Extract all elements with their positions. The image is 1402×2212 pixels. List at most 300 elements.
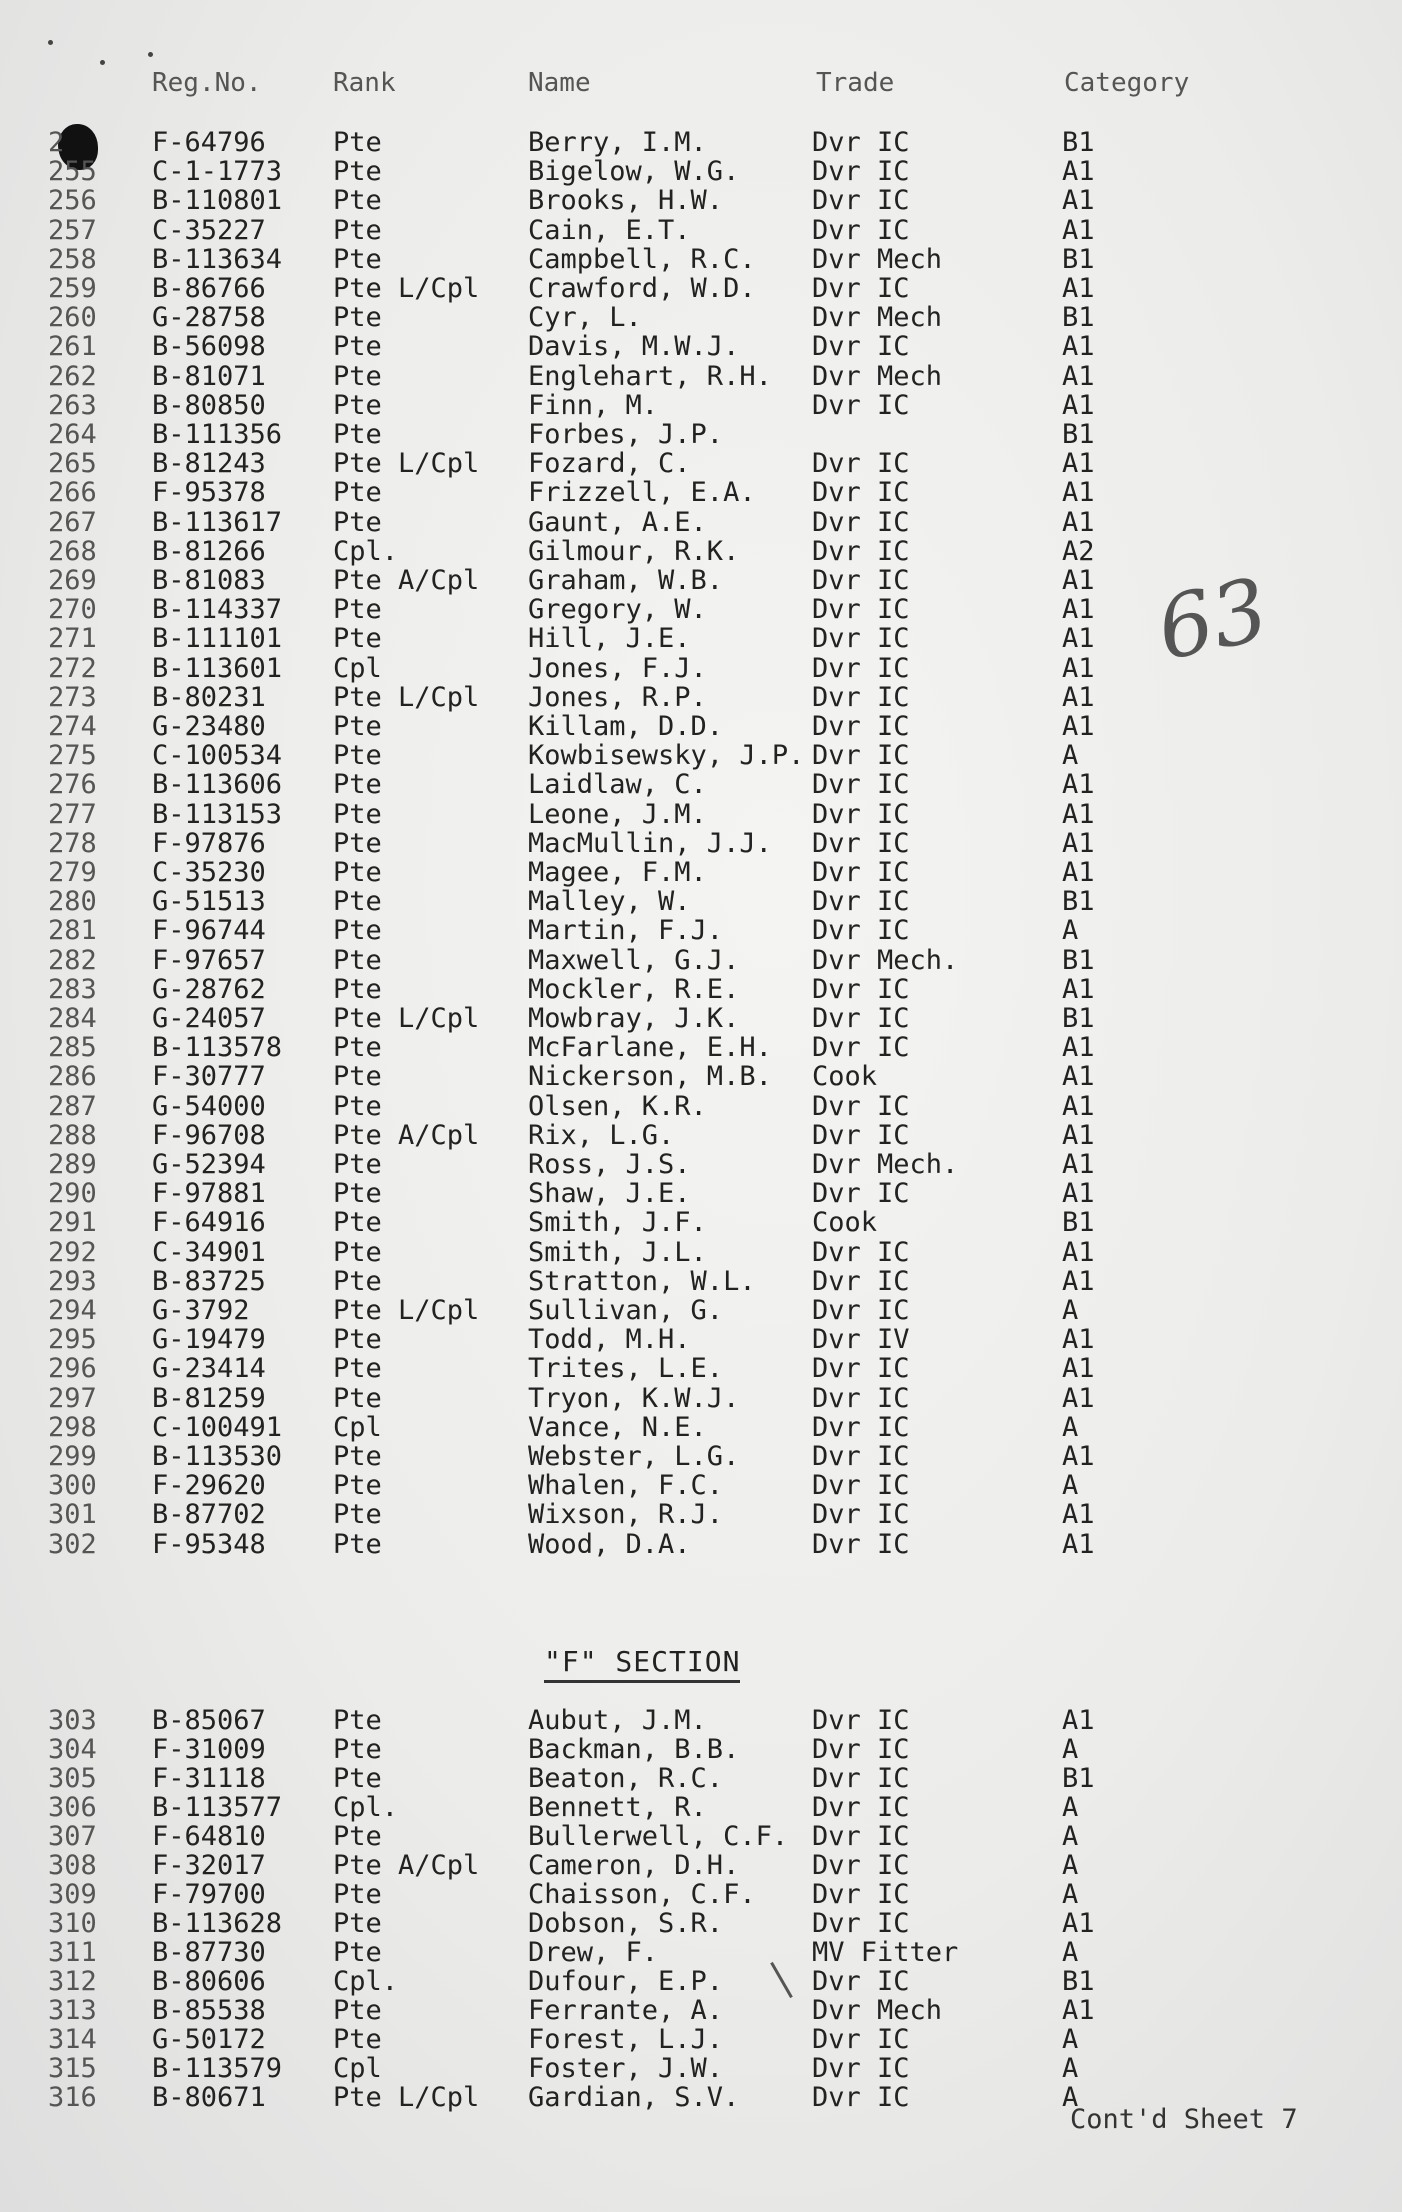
category: A1 [1062, 331, 1095, 363]
category: B1 [1062, 1207, 1095, 1239]
rank: Pte [333, 1149, 382, 1180]
trade: Cook [812, 1061, 878, 1093]
reg-number: C-35227 [152, 214, 266, 246]
soldier-name: Gaunt, A.E. [528, 506, 707, 538]
table-row [0, 274, 1402, 303]
reg-number: F-97881 [152, 1178, 266, 1210]
trade: Dvr IC [812, 886, 910, 918]
soldier-name: Brooks, H.W. [528, 185, 724, 217]
trade: Dvr IC [812, 1499, 910, 1531]
soldier-name: Killam, D.D. [528, 711, 724, 742]
row-number: 269 [48, 565, 97, 596]
category: B1 [1062, 419, 1095, 450]
category: A1 [1062, 360, 1095, 392]
reg-number: F-64916 [152, 1207, 266, 1239]
rank: Pte L/Cpl [333, 2082, 480, 2113]
rank: Cpl [333, 1411, 382, 1443]
trade: Dvr IC [812, 1265, 910, 1297]
row-number: 260 [48, 302, 97, 334]
row-number: 292 [48, 1236, 97, 1268]
trade: Dvr IC [812, 506, 910, 538]
rank: Pte [333, 419, 382, 450]
trade: Dvr IC [812, 681, 910, 713]
header-category: Category [1064, 68, 1190, 98]
row-number: 313 [48, 1995, 97, 2026]
row-number: 262 [48, 360, 97, 392]
soldier-name: Magee, F.M. [528, 857, 707, 888]
reg-number: C-100491 [152, 1411, 283, 1443]
table-row [0, 1384, 1402, 1413]
rank: Pte [333, 1499, 382, 1531]
row-number: 288 [48, 1119, 97, 1151]
trade: Dvr IC [812, 1032, 910, 1064]
category: A1 [1062, 1061, 1095, 1093]
reg-number: G-23480 [152, 711, 266, 742]
row-number: 258 [48, 243, 97, 275]
table-row [0, 741, 1402, 770]
reg-number: G-28762 [152, 973, 266, 1005]
row-number: 316 [48, 2082, 97, 2113]
category: A [1062, 1792, 1079, 1823]
soldier-name: Cain, E.T. [528, 214, 691, 246]
table-row [0, 829, 1402, 858]
reg-number: B-113579 [152, 2053, 283, 2084]
row-number: 286 [48, 1061, 97, 1093]
category: A1 [1062, 185, 1095, 217]
category: A1 [1062, 827, 1095, 859]
row-number: 308 [48, 1850, 97, 1881]
table-row [0, 186, 1402, 215]
reg-number: C-35230 [152, 857, 266, 888]
row-number: 304 [48, 1734, 97, 1765]
soldier-name: Fozard, C. [528, 448, 691, 480]
table-row [0, 1033, 1402, 1062]
category: A1 [1062, 506, 1095, 538]
soldier-name: Shaw, J.E. [528, 1178, 691, 1210]
table-row [0, 1530, 1402, 1559]
rank: Pte [333, 1236, 382, 1268]
table-row [0, 1822, 1402, 1851]
rank: Pte [333, 623, 382, 655]
reg-number: G-23414 [152, 1353, 266, 1385]
table-row [0, 1967, 1402, 1996]
header-reg-no: Reg.No. [152, 68, 262, 98]
trade: Dvr IC [812, 2082, 910, 2113]
reg-number: B-113577 [152, 1792, 283, 1823]
category: A [1062, 1295, 1079, 1326]
category: A1 [1062, 1528, 1095, 1560]
row-number: 290 [48, 1178, 97, 1210]
trade: Dvr IC [812, 1966, 910, 1997]
soldier-name: Webster, L.G. [528, 1441, 740, 1472]
soldier-name: McFarlane, E.H. [528, 1032, 772, 1064]
category: B1 [1062, 1763, 1095, 1794]
soldier-name: Berry, I.M. [528, 127, 707, 158]
row-number: 287 [48, 1090, 97, 1122]
table-row [0, 1267, 1402, 1296]
table-row [0, 1092, 1402, 1121]
rank: Pte [333, 1324, 382, 1356]
rank: Pte [333, 1821, 382, 1852]
reg-number: F-31009 [152, 1734, 266, 1765]
row-number: 310 [48, 1908, 97, 1939]
soldier-name: Backman, B.B. [528, 1734, 740, 1765]
reg-number: B-113617 [152, 506, 283, 538]
reg-number: F-64810 [152, 1821, 266, 1852]
category: A1 [1062, 1265, 1095, 1297]
reg-number: B-83725 [152, 1265, 266, 1297]
category: A [1062, 1937, 1079, 1968]
rank: Pte [333, 740, 382, 772]
rank: Pte [333, 243, 382, 275]
table-row [0, 916, 1402, 945]
reg-number: F-95378 [152, 477, 266, 509]
category: B1 [1062, 944, 1095, 976]
table-row [0, 1706, 1402, 1735]
reg-number: G-24057 [152, 1003, 266, 1034]
soldier-name: Maxwell, G.J. [528, 944, 740, 976]
row-number: 311 [48, 1937, 97, 1968]
table-row [0, 946, 1402, 975]
row-number: 273 [48, 681, 97, 713]
reg-number: G-3792 [152, 1295, 250, 1326]
table-row [0, 508, 1402, 537]
soldier-name: Hill, J.E. [528, 623, 691, 655]
reg-number: B-113634 [152, 243, 283, 275]
row-number: 305 [48, 1763, 97, 1794]
trade: Dvr IC [812, 1763, 910, 1794]
reg-number: B-81071 [152, 360, 266, 392]
reg-number: F-97657 [152, 944, 266, 976]
category: B1 [1062, 1966, 1095, 1997]
rank: Cpl. [333, 1792, 399, 1823]
row-number: 267 [48, 506, 97, 538]
rank: Pte L/Cpl [333, 681, 480, 713]
soldier-name: Wood, D.A. [528, 1528, 691, 1560]
rank: Cpl. [333, 1966, 399, 1997]
rank: Pte [333, 769, 382, 801]
trade: Dvr Mech [812, 360, 943, 392]
trade: Dvr IC [812, 827, 910, 859]
trade: Dvr IC [812, 477, 910, 509]
soldier-name: Whalen, F.C. [528, 1470, 724, 1502]
rank: Pte [333, 1090, 382, 1122]
soldier-name: Jones, F.J. [528, 652, 707, 684]
table-row [0, 157, 1402, 186]
table-row [0, 1413, 1402, 1442]
trade: Dvr IC [812, 711, 910, 742]
trade: Dvr IC [812, 185, 910, 217]
table-row [0, 975, 1402, 1004]
soldier-name: Beaton, R.C. [528, 1763, 724, 1794]
trade: Dvr IC [812, 769, 910, 801]
trade: Dvr IC [812, 565, 910, 596]
table-row [0, 1735, 1402, 1764]
row-number: 301 [48, 1499, 97, 1531]
rank: Pte [333, 944, 382, 976]
reg-number: B-113628 [152, 1908, 283, 1939]
soldier-name: Frizzell, E.A. [528, 477, 756, 509]
rank: Pte [333, 302, 382, 334]
table-row [0, 1208, 1402, 1237]
row-number: 297 [48, 1382, 97, 1414]
category: A1 [1062, 1705, 1095, 1736]
category: A1 [1062, 1353, 1095, 1385]
soldier-name: Stratton, W.L. [528, 1265, 756, 1297]
reg-number: B-80231 [152, 681, 266, 713]
trade: Dvr IC [812, 1295, 910, 1326]
row-number: 278 [48, 827, 97, 859]
category: A [1062, 1470, 1079, 1502]
rank: Pte [333, 1995, 382, 2026]
section-f-title: "F" SECTION [544, 1645, 740, 1683]
reg-number: B-80606 [152, 1966, 266, 1997]
rank: Pte [333, 1470, 382, 1502]
continued-note: Cont'd Sheet 7 [1070, 2104, 1298, 2135]
soldier-name: Ross, J.S. [528, 1149, 691, 1180]
trade: Dvr IC [812, 2024, 910, 2055]
reg-number: B-110801 [152, 185, 283, 217]
soldier-name: Todd, M.H. [528, 1324, 691, 1356]
row-number: 280 [48, 886, 97, 918]
soldier-name: Finn, M. [528, 389, 659, 421]
rank: Pte [333, 331, 382, 363]
table-row [0, 770, 1402, 799]
row-number: 307 [48, 1821, 97, 1852]
reg-number: B-113606 [152, 769, 283, 801]
row-number: 270 [48, 594, 97, 626]
table-row [0, 128, 1402, 157]
soldier-name: Gardian, S.V. [528, 2082, 740, 2113]
header-trade: Trade [816, 68, 895, 98]
soldier-name: Martin, F.J. [528, 915, 724, 947]
reg-number: G-28758 [152, 302, 266, 334]
soldier-name: Gregory, W. [528, 594, 707, 626]
trade: Dvr IC [812, 2053, 910, 2084]
soldier-name: Davis, M.W.J. [528, 331, 740, 363]
rank: Pte [333, 1207, 382, 1239]
table-row [0, 712, 1402, 741]
table-row [0, 800, 1402, 829]
rank: Pte [333, 1382, 382, 1414]
reg-number: F-32017 [152, 1850, 266, 1881]
soldier-name: Drew, F. [528, 1937, 659, 1968]
rank: Pte A/Cpl [333, 1119, 480, 1151]
trade: Dvr IC [812, 331, 910, 363]
category: A2 [1062, 535, 1095, 567]
table-row [0, 1179, 1402, 1208]
row-number: 266 [48, 477, 97, 509]
trade: Dvr IC [812, 1236, 910, 1268]
table-row [0, 1500, 1402, 1529]
reg-number: F-31118 [152, 1763, 266, 1794]
trade: Dvr IC [812, 389, 910, 421]
row-number: 285 [48, 1032, 97, 1064]
header-rank: Rank [333, 68, 396, 98]
table-row [0, 216, 1402, 245]
table-row [0, 1150, 1402, 1179]
row-number: 279 [48, 857, 97, 888]
reg-number: B-81083 [152, 565, 266, 596]
soldier-name: Chaisson, C.F. [528, 1879, 756, 1910]
header-name: Name [528, 68, 591, 98]
category: A1 [1062, 273, 1095, 304]
reg-number: B-80850 [152, 389, 266, 421]
category: A1 [1062, 156, 1095, 188]
rank: Pte L/Cpl [333, 273, 480, 304]
reg-number: B-80671 [152, 2082, 266, 2113]
row-number: 282 [48, 944, 97, 976]
reg-number: G-51513 [152, 886, 266, 918]
category: A [1062, 2024, 1079, 2055]
soldier-name: Sullivan, G. [528, 1295, 724, 1326]
rank: Pte [333, 973, 382, 1005]
table-row [0, 449, 1402, 478]
reg-number: F-64796 [152, 127, 266, 158]
trade: Dvr IC [812, 857, 910, 888]
row-number: 298 [48, 1411, 97, 1443]
soldier-name: Forest, L.J. [528, 2024, 724, 2055]
reg-number: F-95348 [152, 1528, 266, 1560]
soldier-name: Aubut, J.M. [528, 1705, 707, 1736]
table-row [0, 537, 1402, 566]
speck [48, 40, 53, 45]
reg-number: F-30777 [152, 1061, 266, 1093]
rank: Pte [333, 1061, 382, 1093]
soldier-name: Olsen, K.R. [528, 1090, 707, 1122]
row-number: 291 [48, 1207, 97, 1239]
trade: Dvr IC [812, 1178, 910, 1210]
reg-number: B-113601 [152, 652, 283, 684]
category: A1 [1062, 594, 1095, 626]
category: A1 [1062, 711, 1095, 742]
rank: Pte [333, 389, 382, 421]
rank: Pte [333, 1441, 382, 1472]
soldier-name: Dufour, E.P. [528, 1966, 724, 1997]
category: A [1062, 2082, 1079, 2113]
soldier-name: Jones, R.P. [528, 681, 707, 713]
table-row [0, 1121, 1402, 1150]
soldier-name: Dobson, S.R. [528, 1908, 724, 1939]
soldier-name: Foster, J.W. [528, 2053, 724, 2084]
soldier-name: Rix, L.G. [528, 1119, 675, 1151]
reg-number: C-100534 [152, 740, 283, 772]
reg-number: B-56098 [152, 331, 266, 363]
trade: MV Fitter [812, 1937, 959, 1968]
reg-number: B-85067 [152, 1705, 266, 1736]
rank: Pte [333, 360, 382, 392]
rank: Pte [333, 857, 382, 888]
category: A1 [1062, 1090, 1095, 1122]
trade: Dvr IC [812, 1734, 910, 1765]
row-number: 283 [48, 973, 97, 1005]
trade: Dvr IC [812, 273, 910, 304]
reg-number: B-81266 [152, 535, 266, 567]
row-number: 275 [48, 740, 97, 772]
rank: Pte [333, 798, 382, 830]
reg-number: B-85538 [152, 1995, 266, 2026]
trade: Dvr IC [812, 1411, 910, 1443]
row-number: 265 [48, 448, 97, 480]
trade: Dvr Mech [812, 243, 943, 275]
row-number: 312 [48, 1966, 97, 1997]
row-number: 264 [48, 419, 97, 450]
reg-number: G-50172 [152, 2024, 266, 2055]
rank: Cpl. [333, 535, 399, 567]
trade: Dvr IC [812, 1908, 910, 1939]
row-number: 2 [48, 127, 65, 158]
soldier-name: MacMullin, J.J. [528, 827, 772, 859]
row-number: 306 [48, 1792, 97, 1823]
table-row [0, 1909, 1402, 1938]
reg-number: G-19479 [152, 1324, 266, 1356]
table-row [0, 391, 1402, 420]
row-number: 256 [48, 185, 97, 217]
category: A1 [1062, 1499, 1095, 1531]
category: A1 [1062, 1032, 1095, 1064]
soldier-name: Wixson, R.J. [528, 1499, 724, 1531]
table-row [0, 1880, 1402, 1909]
table-row [0, 683, 1402, 712]
table-row [0, 1062, 1402, 1091]
rank: Cpl [333, 2053, 382, 2084]
soldier-name: Smith, J.L. [528, 1236, 707, 1268]
table-row [0, 1471, 1402, 1500]
reg-number: F-29620 [152, 1470, 266, 1502]
category: A1 [1062, 1995, 1095, 2026]
category: A1 [1062, 798, 1095, 830]
reg-number: B-81243 [152, 448, 266, 480]
row-number: 276 [48, 769, 97, 801]
soldier-name: Mowbray, J.K. [528, 1003, 740, 1034]
table-row [0, 303, 1402, 332]
trade: Dvr IC [812, 1705, 910, 1736]
reg-number: G-52394 [152, 1149, 266, 1180]
rank: Pte [333, 1763, 382, 1794]
reg-number: F-96744 [152, 915, 266, 947]
category: A1 [1062, 1119, 1095, 1151]
trade: Dvr IC [812, 798, 910, 830]
rank: Cpl [333, 652, 382, 684]
rank: Pte L/Cpl [333, 1003, 480, 1034]
trade: Dvr IC [812, 1003, 910, 1034]
page-heading [610, 14, 830, 48]
soldier-name: Laidlaw, C. [528, 769, 707, 801]
row-number: 309 [48, 1879, 97, 1910]
table-row [0, 1764, 1402, 1793]
rank: Pte L/Cpl [333, 1295, 480, 1326]
row-number: 284 [48, 1003, 97, 1034]
table-row [0, 478, 1402, 507]
rank: Pte [333, 127, 382, 158]
rank: Pte [333, 1353, 382, 1385]
category: A [1062, 1850, 1079, 1881]
trade: Dvr IC [812, 1528, 910, 1560]
reg-number: B-113530 [152, 1441, 283, 1472]
category: B1 [1062, 127, 1095, 158]
table-row [0, 362, 1402, 391]
trade: Dvr IC [812, 1441, 910, 1472]
category: A1 [1062, 857, 1095, 888]
soldier-name: Tryon, K.W.J. [528, 1382, 740, 1414]
reg-number: B-81259 [152, 1382, 266, 1414]
soldier-name: Ferrante, A. [528, 1995, 724, 2026]
category: A [1062, 1821, 1079, 1852]
soldier-name: Gilmour, R.K. [528, 535, 740, 567]
soldier-name: Mockler, R.E. [528, 973, 740, 1005]
reg-number: C-34901 [152, 1236, 266, 1268]
reg-number: C-1-1773 [152, 156, 283, 188]
